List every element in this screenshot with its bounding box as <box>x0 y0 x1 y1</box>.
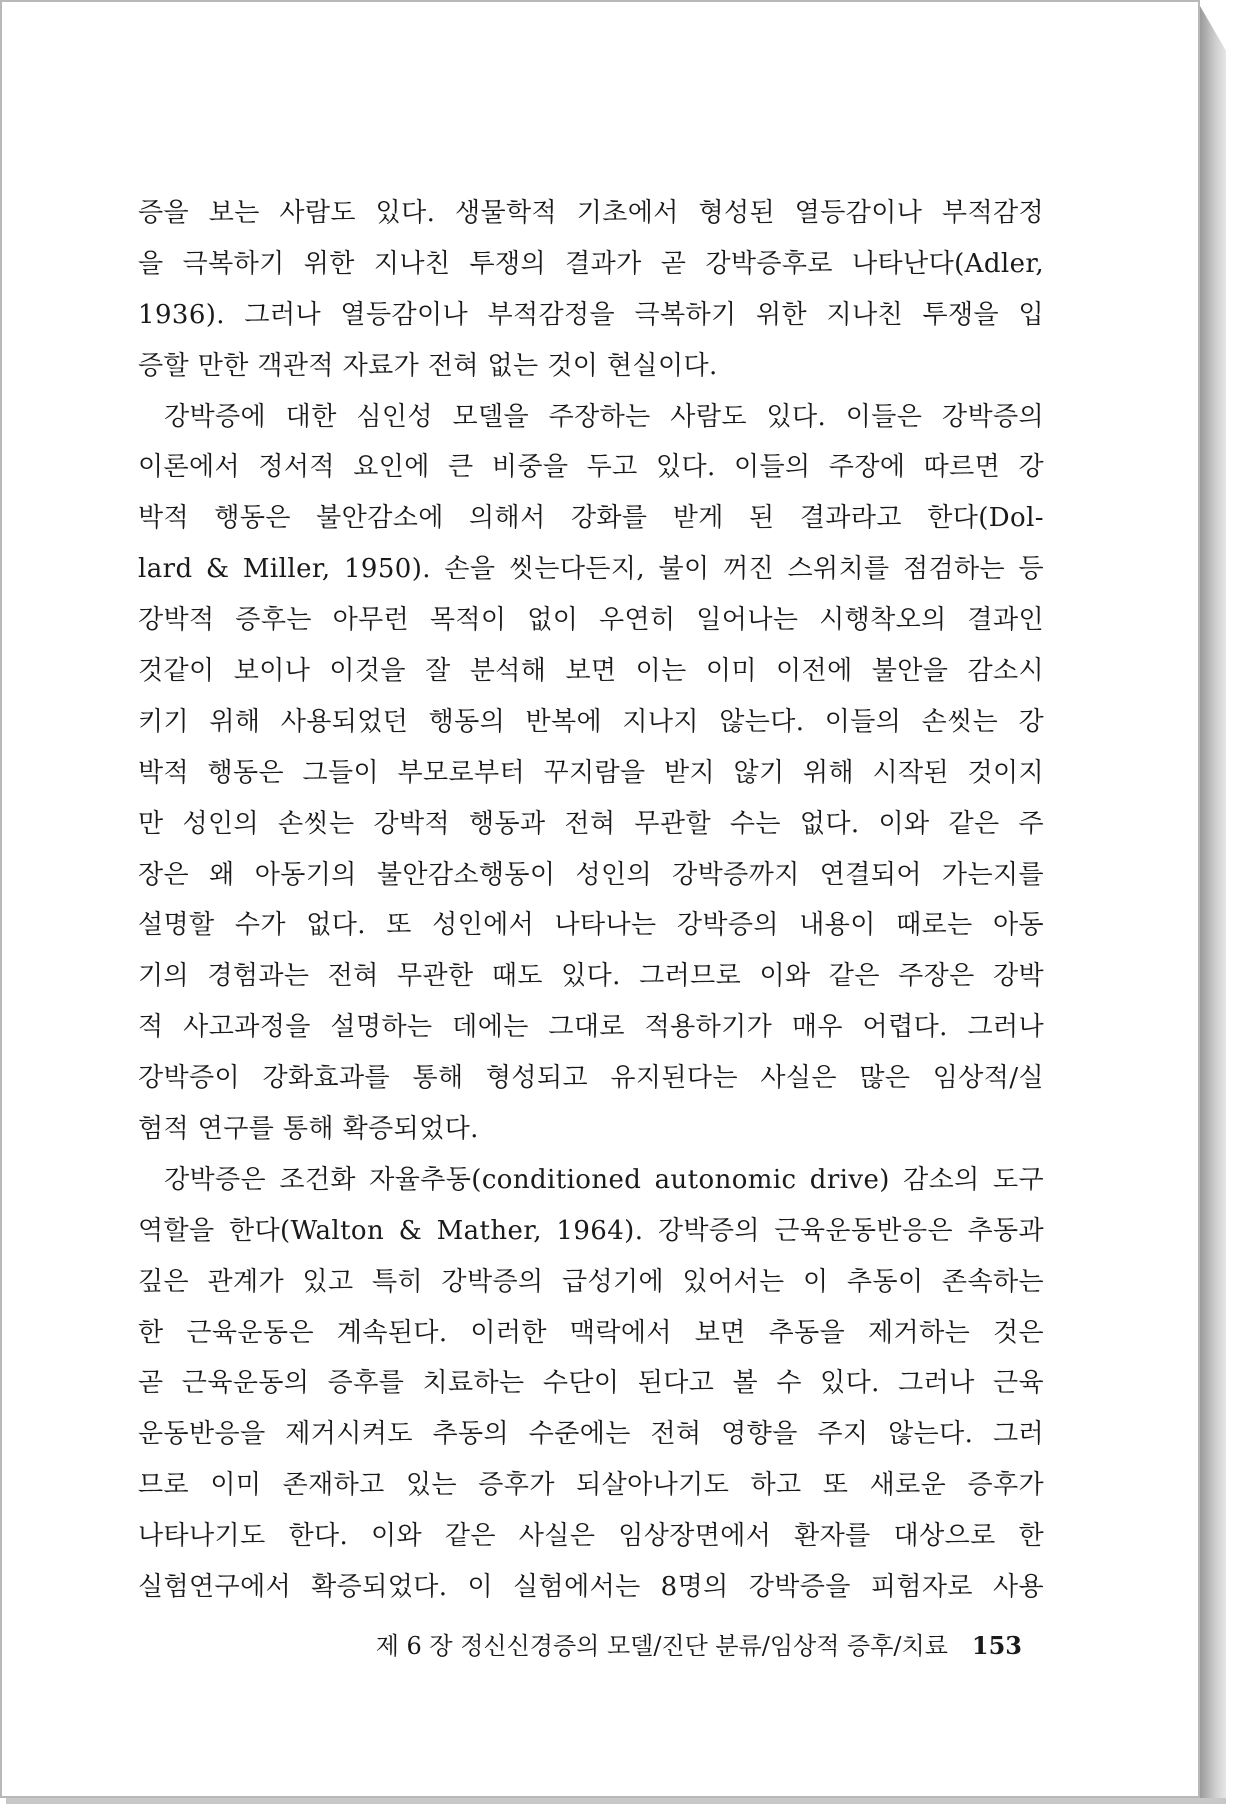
text-line-18: 강박증이 강화효과를 통해 형성되고 유지된다는 사실은 많은 임상적/실 <box>138 1063 1044 1094</box>
text-line-25: 운동반응을 제거시켜도 추동의 수준에는 전혀 영향을 주지 않는다. 그러 <box>138 1419 1044 1450</box>
text-line-19: 험적 연구를 통해 확증되었다. <box>138 1114 479 1145</box>
text-line-1: 증을 보는 사람도 있다. 생물학적 기초에서 형성된 열등감이나 부적감정 <box>138 198 1044 228</box>
text-line-22: 깊은 관계가 있고 특히 강박증의 급성기에 있어서는 이 추동이 존속하는 <box>138 1266 1044 1297</box>
body-text <box>138 188 1044 1613</box>
page-edge-shadow <box>1200 6 1226 1798</box>
text-line-15: 설명할 수가 없다. 또 성인에서 나타나는 강박증의 내용이 때로는 아동 <box>138 910 1044 941</box>
text-line-17: 적 사고과정을 설명하는 데에는 그대로 적용하기가 매우 어렵다. 그러나 <box>138 1012 1044 1043</box>
running-head: 제 6 장 정신신경증의 모델/진단 분류/임상적 증후/치료 <box>375 1632 948 1660</box>
text-line-20: 강박증은 조건화 자율추동(conditioned autonomic drive) 감소의 도구 <box>164 1164 1044 1195</box>
text-line-12: 박적 행동은 그들이 부모로부터 꾸지람을 받지 않기 위해 시작된 것이지 <box>138 757 1044 788</box>
text-line-27: 나타나기도 한다. 이와 같은 사실은 임상장면에서 환자를 대상으로 한 <box>138 1521 1044 1552</box>
text-line-4: 증할 만한 객관적 자료가 전혀 없는 것이 현실이다. <box>138 350 718 381</box>
text-line-5: 강박증에 대한 심인성 모델을 주장하는 사람도 있다. 이들은 강박증의 <box>164 401 1044 432</box>
text-line-6: 이론에서 정서적 요인에 큰 비중을 두고 있다. 이들의 주장에 따르면 강 <box>138 452 1044 483</box>
text-line-13: 만 성인의 손씻는 강박적 행동과 전혀 무관할 수는 없다. 이와 같은 주 <box>138 808 1044 839</box>
text-line-3: 1936). 그러나 열등감이나 부적감정을 극복하기 위한 지나친 투쟁을 입 <box>138 299 1044 330</box>
text-line-23: 한 근육운동은 계속된다. 이러한 맥락에서 보면 추동을 제거하는 것은 <box>138 1317 1044 1348</box>
page-bottom-shadow <box>6 1798 1226 1804</box>
text-line-10: 것같이 보이나 이것을 잘 분석해 보면 이는 이미 이전에 불안을 감소시 <box>138 656 1044 687</box>
text-line-7: 박적 행동은 불안감소에 의해서 강화를 받게 된 결과라고 한다(Dol- <box>138 503 1044 534</box>
text-line-11: 키기 위해 사용되었던 행동의 반복에 지나지 않는다. 이들의 손씻는 강 <box>138 706 1044 737</box>
text-line-21: 역할을 한다(Walton & Mather, 1964). 강박증의 근육운동반응은 추동과 <box>138 1215 1044 1246</box>
text-line-8: lard & Miller, 1950). 손을 씻는다든지, 불이 꺼진 스위치를 점검하는 등 <box>138 554 1044 585</box>
text-line-26: 므로 이미 존재하고 있는 증후가 되살아나기도 하고 또 새로운 증후가 <box>138 1470 1044 1501</box>
text-line-28: 실험연구에서 확증되었다. 이 실험에서는 8명의 강박증을 피험자로 사용 <box>138 1572 1044 1603</box>
text-line-2: 을 극복하기 위한 지나친 투쟁의 결과가 곧 강박증후로 나타난다(Adler, <box>138 248 1044 279</box>
text-line-24: 곧 근육운동의 증후를 치료하는 수단이 된다고 볼 수 있다. 그러나 근육 <box>138 1368 1044 1399</box>
page-footer <box>302 1626 1022 1661</box>
text-line-16: 기의 경험과는 전혀 무관한 때도 있다. 그러므로 이와 같은 주장은 강박 <box>138 961 1044 992</box>
text-line-9: 강박적 증후는 아무런 목적이 없이 우연히 일어나는 시행착오의 결과인 <box>138 605 1044 636</box>
text-line-14: 장은 왜 아동기의 불안감소행동이 성인의 강박증까지 연결되어 가는지를 <box>138 859 1044 890</box>
page-number: 153 <box>971 1631 1022 1660</box>
